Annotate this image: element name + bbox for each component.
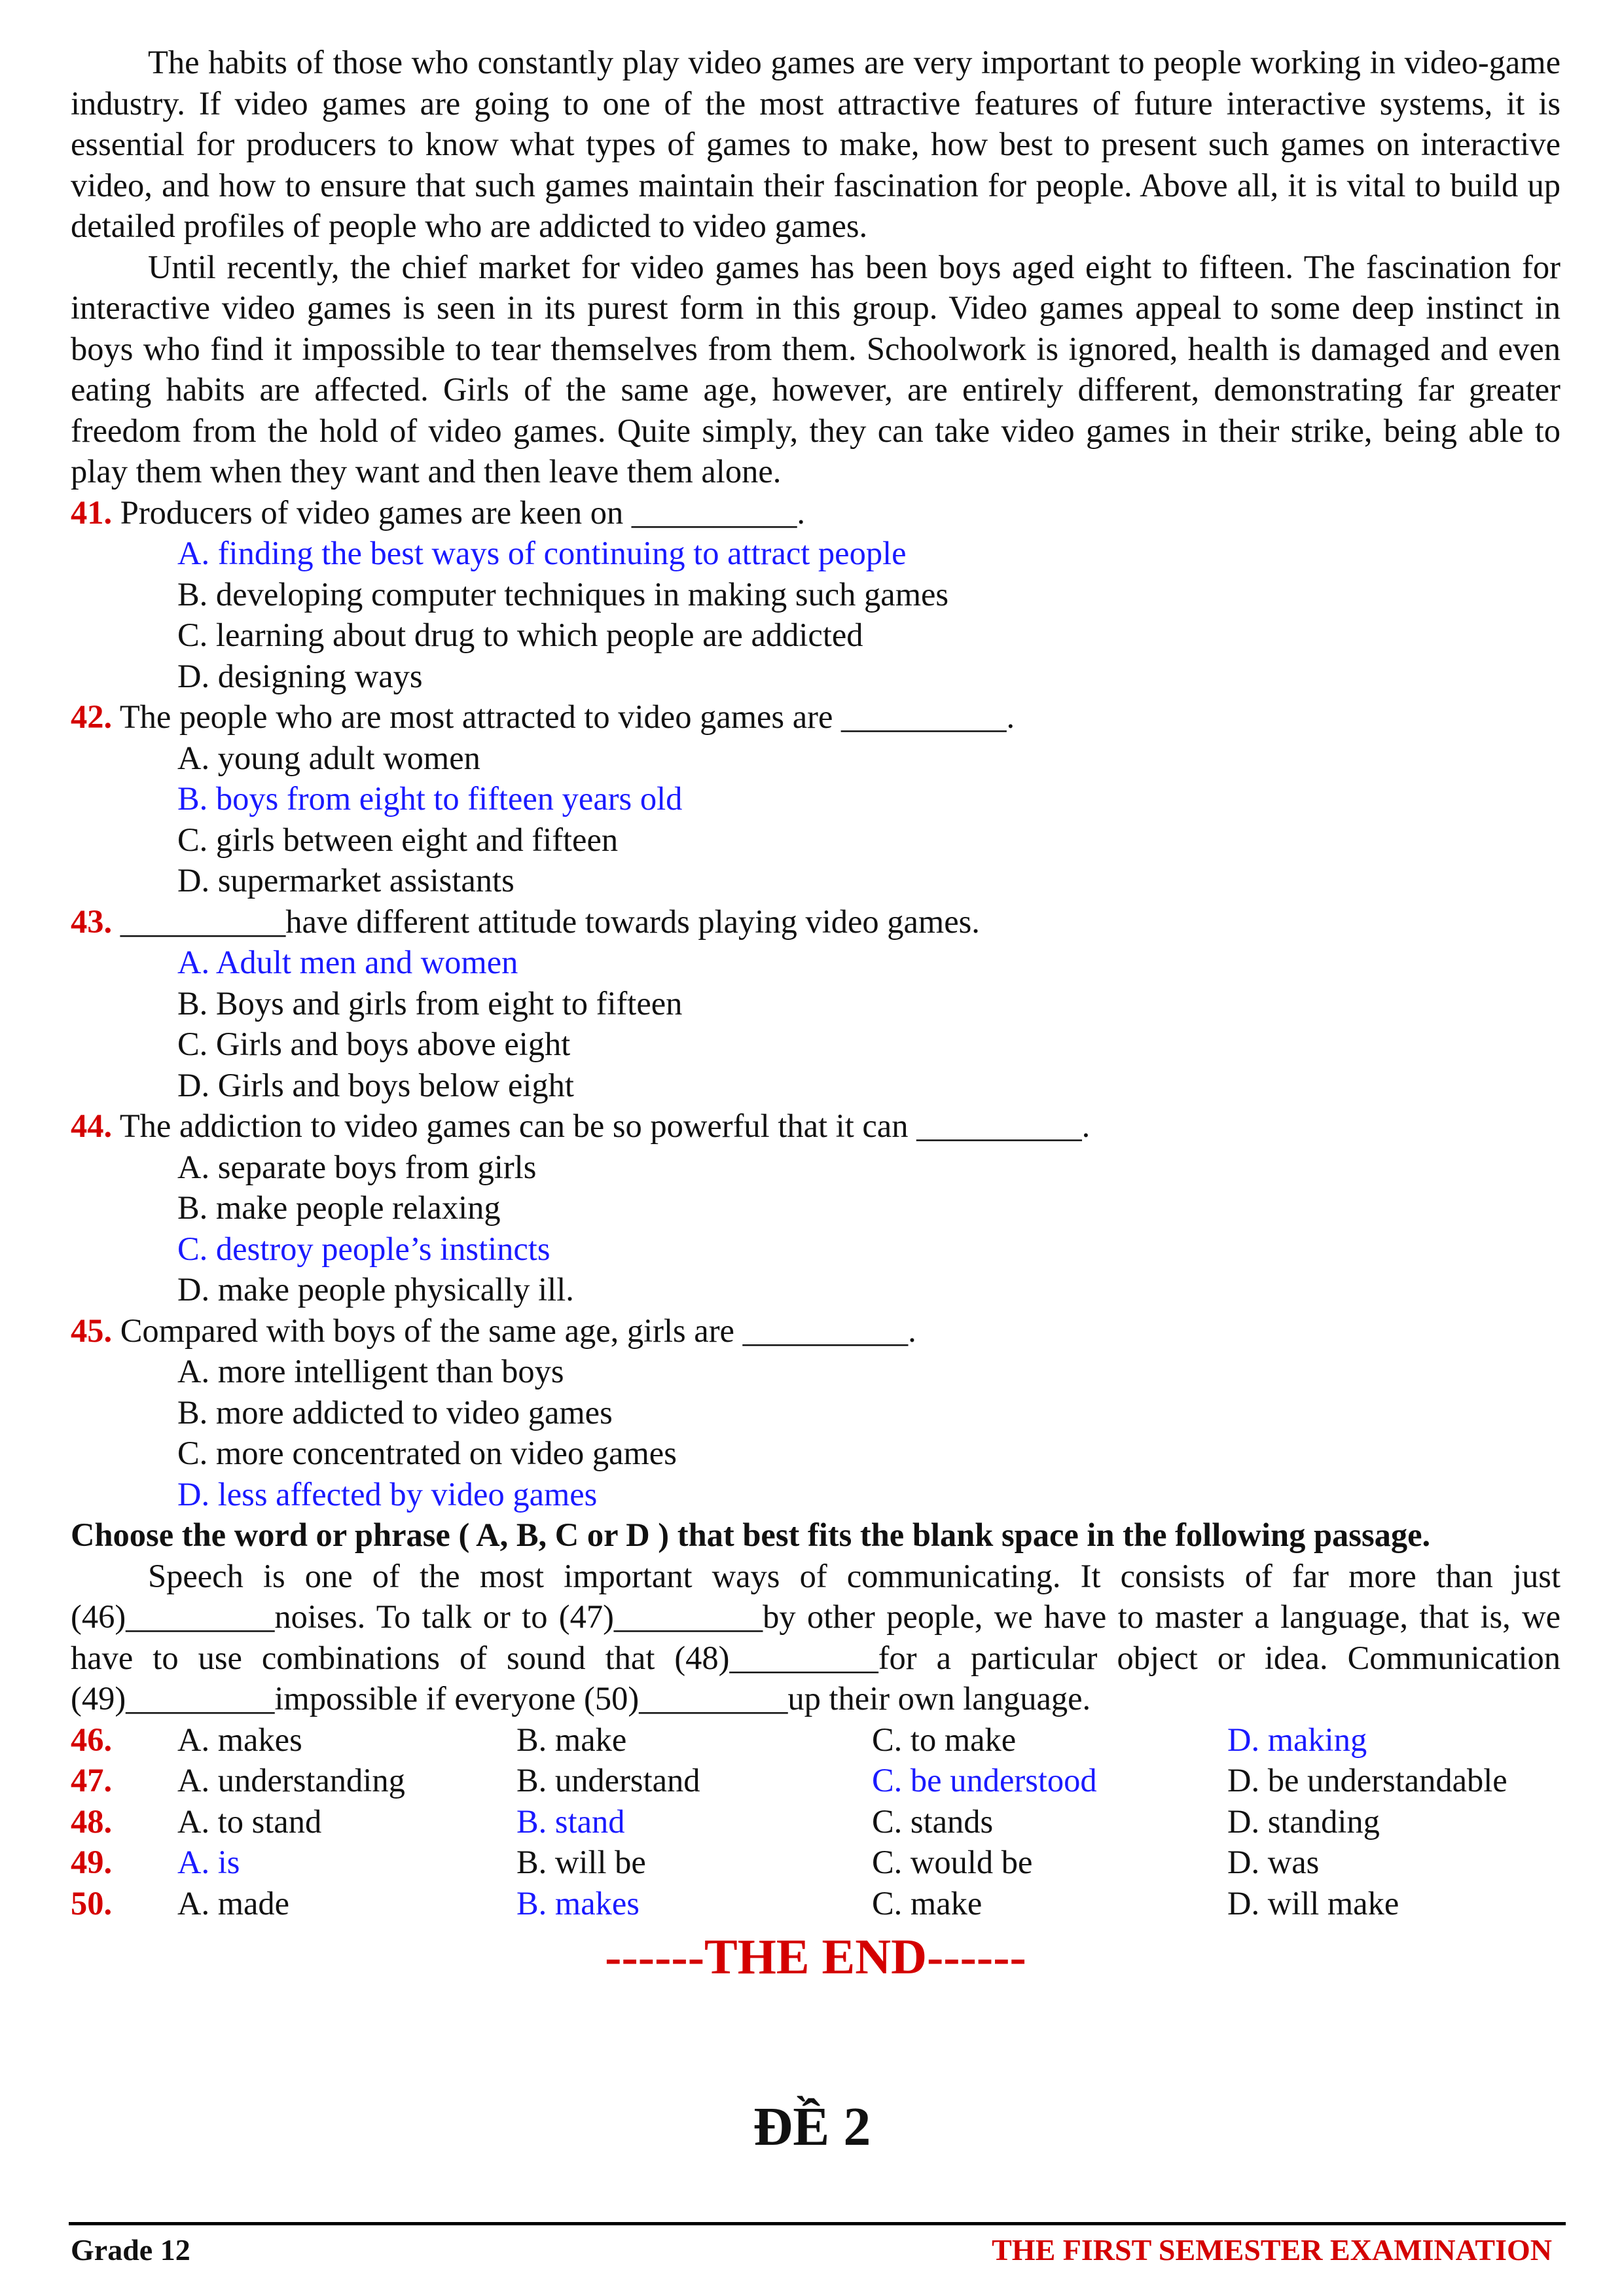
cloze-question-number: 47. xyxy=(71,1762,113,1799)
passage1-paragraph2: Until recently, the chief market for video games has been boys aged eight to fifteen. The fascination for interactive video games is seen in its purest form in this group. Video games appeal to some deep instinct in boys who find it impossible to tear themselves from them. Schoolwork is ignored, health is damaged and even eating habits are affected. Girls of the same age, however, are entirely different, demonstrating far greater freedom from the hold of video games. Quite simply, they can take video games in their strike, being able to play them when they want and then leave them alone. xyxy=(71,248,1561,490)
cloze-option: D. making xyxy=(1227,1721,1367,1758)
answer-option: D. Girls and boys below eight xyxy=(177,1066,574,1103)
answer-option: D. supermarket assistants xyxy=(177,862,514,899)
cloze-option: B. make xyxy=(516,1721,627,1758)
passage2: Speech is one of the most important ways of communicating. It consists of far more than just (46)_________noises. To talk or to (47)_________by other people, we have to master a language, that is, we have to use combinations of sound that (48)_________for a particular object or idea. Communication (49)_________impossible if everyone (50)_________up their own language. xyxy=(71,1557,1561,1717)
question-text: Producers of video games are keen on __________. xyxy=(112,493,805,531)
question-stem xyxy=(71,1310,1561,1352)
cloze-question-number: 49. xyxy=(71,1844,113,1880)
next-section-title: ĐỀ 2 xyxy=(753,2096,871,2157)
cloze-option: B. will be xyxy=(516,1844,646,1880)
question-list xyxy=(71,492,1561,1515)
cloze-option: C. to make xyxy=(872,1721,1017,1758)
exam-content xyxy=(71,42,1561,1986)
cloze-option: A. understanding xyxy=(177,1762,405,1799)
question-stem xyxy=(71,492,1561,533)
cloze-option: C. make xyxy=(872,1884,983,1922)
question-text: Compared with boys of the same age, girls are __________. xyxy=(112,1312,916,1349)
question-stem xyxy=(71,1105,1561,1147)
cloze-option: A. made xyxy=(177,1884,290,1922)
answer-option: B. developing computer techniques in making such games xyxy=(177,575,949,613)
answer-option: A. young adult women xyxy=(177,739,480,776)
question-number: 41. xyxy=(71,493,113,531)
answer-option: D. less affected by video games xyxy=(177,1475,598,1513)
cloze-option: C. stands xyxy=(872,1803,994,1840)
answer-option: A. separate boys from girls xyxy=(177,1148,537,1185)
cloze-instruction: Choose the word or phrase ( A, B, C or D ) that best fits the blank space in the following passage. xyxy=(71,1516,1431,1553)
answer-option: A. more intelligent than boys xyxy=(177,1353,564,1390)
footer-grade: Grade 12 xyxy=(71,2233,190,2267)
question-number: 42. xyxy=(71,698,113,735)
passage1-paragraph1: The habits of those who constantly play video games are very important to people working in video-game industry. If video games are going to one of the most attractive features of future interactive systems, it is essential for producers to know what types of games to make, how best to present such games on interactive video, and how to ensure that such games maintain their fascination for people. Above all, it is vital to build up detailed profiles of people who are addicted to video games. xyxy=(71,44,1561,244)
question-number: 45. xyxy=(71,1312,113,1349)
question-text: __________have different attitude towards playing video games. xyxy=(112,903,980,940)
question-number: 43. xyxy=(71,903,113,940)
question-number: 44. xyxy=(71,1107,113,1144)
answer-option: D. designing ways xyxy=(177,657,423,694)
cloze-option: B. makes xyxy=(516,1884,640,1922)
answer-option: B. Boys and girls from eight to fifteen xyxy=(177,984,683,1022)
answer-option: B. boys from eight to fifteen years old xyxy=(177,780,683,817)
answer-option: C. learning about drug to which people are addicted xyxy=(177,617,863,653)
answer-option: A. finding the best ways of continuing to attract people xyxy=(177,535,907,571)
footer-divider xyxy=(69,2222,1566,2225)
cloze-option: A. to stand xyxy=(177,1803,322,1840)
cloze-option: D. will make xyxy=(1227,1884,1399,1922)
cloze-option: C. would be xyxy=(872,1844,1033,1880)
cloze-options-grid xyxy=(71,1719,1561,1924)
cloze-option: A. makes xyxy=(177,1721,302,1758)
answer-option: A. Adult men and women xyxy=(177,944,518,980)
cloze-option: D. be understandable xyxy=(1227,1762,1507,1799)
cloze-option: B. stand xyxy=(516,1803,625,1840)
cloze-option: B. understand xyxy=(516,1762,700,1799)
cloze-question-number: 48. xyxy=(71,1803,113,1840)
question-text: The people who are most attracted to video games are __________. xyxy=(112,698,1015,735)
answer-option: C. destroy people’s instincts xyxy=(177,1230,550,1267)
answer-option: C. girls between eight and fifteen xyxy=(177,821,619,858)
the-end-banner: ------THE END------ xyxy=(605,1929,1026,1984)
answer-option: B. make people relaxing xyxy=(177,1189,501,1226)
answer-option: C. Girls and boys above eight xyxy=(177,1026,571,1062)
answer-option: C. more concentrated on video games xyxy=(177,1435,677,1471)
question-stem xyxy=(71,696,1561,738)
cloze-option: A. is xyxy=(177,1844,240,1880)
cloze-question-number: 46. xyxy=(71,1721,113,1758)
footer-exam-title: THE FIRST SEMESTER EXAMINATION xyxy=(992,2233,1552,2267)
cloze-option: C. be understood xyxy=(872,1762,1097,1799)
question-text: The addiction to video games can be so powerful that it can __________. xyxy=(112,1107,1091,1144)
question-stem xyxy=(71,901,1561,942)
cloze-option: D. was xyxy=(1227,1844,1320,1880)
cloze-question-number: 50. xyxy=(71,1884,113,1922)
cloze-option: D. standing xyxy=(1227,1803,1380,1840)
answer-option: D. make people physically ill. xyxy=(177,1271,574,1308)
answer-option: B. more addicted to video games xyxy=(177,1393,613,1431)
